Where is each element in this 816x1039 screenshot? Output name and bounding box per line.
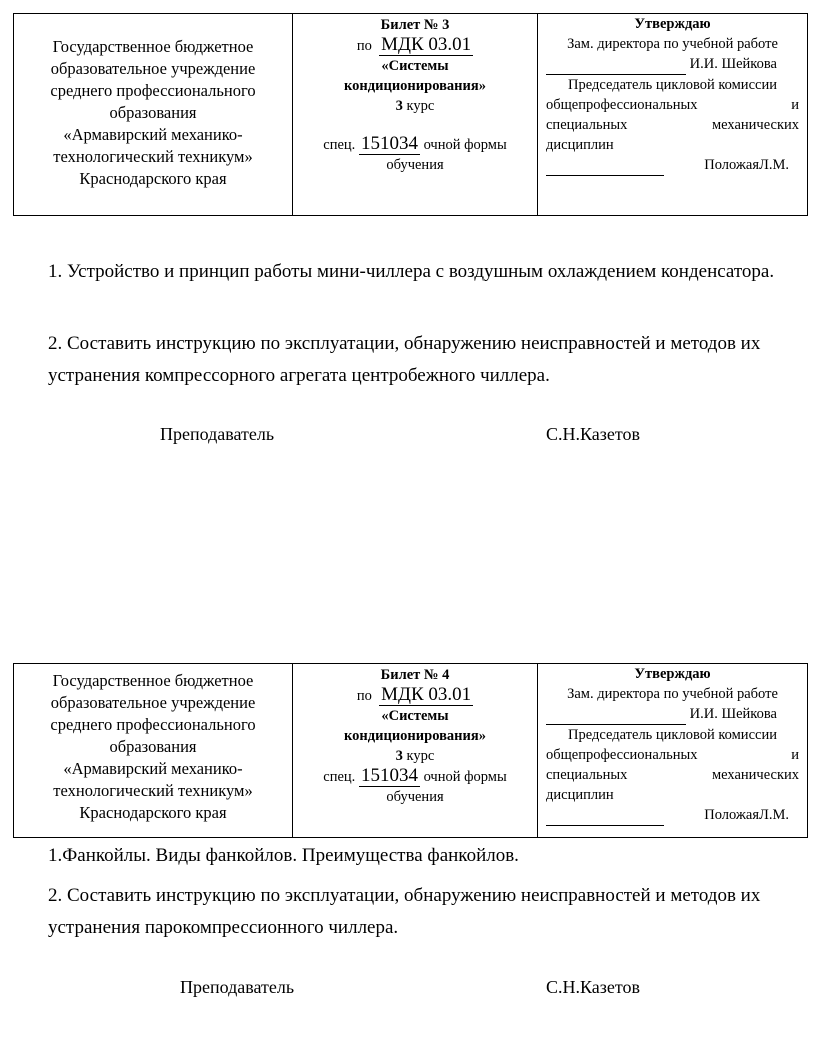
subject-code: МДК 03.01 [381,34,472,55]
po-label: по [356,688,372,704]
institution-line: образовательное учреждение [50,59,256,78]
chair-line: общепрофессиональных [546,747,698,763]
chair-line: механических [711,117,799,133]
question-2: 2. Составить инструкцию по эксплуатации, обнаружению неисправностей и методов их устранения парокомпрессионного чиллера. [48,885,761,938]
approve-role: Зам. директора по учебной работе [567,36,778,52]
subject-name: кондиционирования» [344,78,486,94]
subject-name: кондиционирования» [344,728,486,744]
teacher-name: С.Н.Казетов [546,424,640,444]
teacher-name: С.Н.Казетов [546,977,640,997]
chair-line: дисциплин [546,137,614,153]
po-label: по [356,38,372,54]
subject-name: «Системы [381,58,449,74]
chair-line: дисциплин [546,787,614,803]
chair-line: Председатель цикловой комиссии [568,77,777,93]
institution-line: среднего профессионального [50,81,256,100]
question-1: 1. Устройство и принцип работы мини-чиллера с воздушным охлаждением конденсатора. [48,261,775,282]
chair-line: и [791,747,799,763]
question-2: 2. Составить инструкцию по эксплуатации, обнаружению неисправностей и методов их устранения компрессорного агрегата центробежного чиллера. [48,333,761,386]
teacher-label: Преподаватель [160,424,275,444]
subject-code: МДК 03.01 [381,684,472,705]
chair-name: ПоложаяЛ.М. [704,807,789,823]
ticket-header-table [13,663,808,838]
chair-line: общепрофессиональных [546,97,698,113]
chair-line: Председатель цикловой комиссии [568,727,777,743]
chair-line: специальных [546,767,628,783]
form-label: обучения [386,157,444,173]
signature-line [546,155,664,176]
signature-line [546,54,686,75]
chair-line: специальных [546,117,628,133]
institution-line: Краснодарского края [79,803,227,822]
form-label: обучения [386,789,444,805]
approval-cell [538,664,808,838]
form-label: очной формы [423,769,507,785]
course-label: курс [406,98,435,114]
ticket-info-cell [293,14,538,216]
institution-line: образования [109,103,197,122]
signature-line [546,805,664,826]
approve-title: Утверждаю [634,666,711,682]
institution-line: Краснодарского края [79,169,227,188]
spec-code: 151034 [360,133,418,154]
course-label: курс [406,748,435,764]
chair-name: ПоложаяЛ.М. [704,157,789,173]
institution-line: «Армавирский механико- [63,759,243,778]
spec-label: спец. [323,769,356,785]
ticket-info-cell [293,664,538,838]
subject-name: «Системы [381,708,449,724]
question-1: 1.Фанкойлы. Виды фанкойлов. Преимущества фанкойлов. [48,845,519,866]
institution-cell [14,664,293,838]
institution-cell [14,14,293,216]
ticket-label: Билет № 4 [380,667,450,683]
spec-code: 151034 [360,765,418,786]
institution-line: технологический техникум» [53,781,253,800]
institution-line: среднего профессионального [50,715,256,734]
approve-name: И.И. Шейкова [689,56,777,72]
signature-line [546,704,686,725]
chair-line: механических [711,767,799,783]
institution-line: «Армавирский механико- [63,125,243,144]
teacher-label: Преподаватель [180,977,295,997]
chair-line: и [791,97,799,113]
form-label: очной формы [423,137,507,153]
course-number: 3 [395,748,403,764]
institution-line: Государственное бюджетное [52,37,254,56]
approve-name: И.И. Шейкова [689,706,777,722]
institution-line: образовательное учреждение [50,693,256,712]
spec-label: спец. [323,137,356,153]
ticket-label: Билет № 3 [380,17,450,33]
approve-title: Утверждаю [634,16,711,32]
approve-role: Зам. директора по учебной работе [567,686,778,702]
institution-line: Государственное бюджетное [52,671,254,690]
ticket-header-table [13,13,808,216]
institution-line: образования [109,737,197,756]
institution-line: технологический техникум» [53,147,253,166]
course-number: 3 [395,98,403,114]
approval-cell [538,14,808,216]
